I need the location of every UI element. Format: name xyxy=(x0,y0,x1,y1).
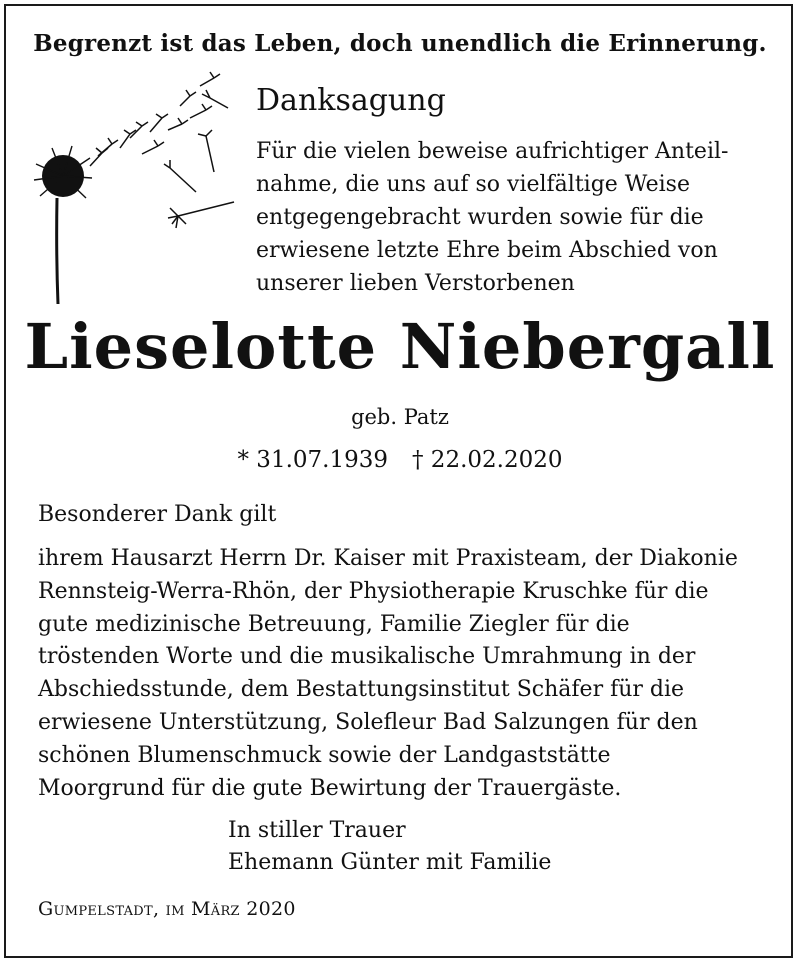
thanks-line: erwiesene Unterstützung, Solefleur Bad Salzungen für den xyxy=(38,709,698,735)
intro-line: entgegengebracht wurden sowie für die xyxy=(256,205,704,230)
mourner-names: Ehemann Günter mit Familie xyxy=(228,850,552,875)
thanks-heading: Besonderer Dank gilt xyxy=(38,502,277,527)
thanks-line: Abschiedsstunde, dem Bestattungsinstitut Schäfer für die xyxy=(38,677,685,703)
thanks-line: ihrem Hausarzt Herrn Dr. Kaiser mit Praxisteam, der Diakonie xyxy=(38,546,738,571)
birth-name: geb. Patz xyxy=(351,405,449,429)
place-date: Gumpelstadt, im März 2020 xyxy=(38,898,296,920)
thanks-body xyxy=(38,543,788,805)
thanks-line: gute medizinische Betreuung, Familie Ziegler für die xyxy=(38,611,630,637)
deceased-name: Lieselotte Niebergall xyxy=(24,310,776,383)
thanks-line: schönen Blumenschmuck sowie der Landgaststätte xyxy=(38,742,611,768)
death-date: † 22.02.2020 xyxy=(412,447,563,473)
thanks-line: Moorgrund für die gute Bewirtung der Trauergäste. xyxy=(38,775,622,801)
intro-line: unserer lieben Verstorbenen xyxy=(256,271,575,296)
birth-date: * 31.07.1939 xyxy=(237,447,388,473)
thanks-line: Rennsteig-Werra-Rhön, der Physiotherapie Kruschke für die xyxy=(38,578,709,604)
intro-line: nahme, die uns auf so vielfältige Weise xyxy=(256,172,690,197)
life-dates xyxy=(0,447,800,473)
dandelion-icon xyxy=(30,68,242,308)
motto: Begrenzt ist das Leben, doch unendlich die Erinnerung. xyxy=(33,30,767,57)
heading-danksagung: Danksagung xyxy=(256,83,446,118)
mourning-phrase: In stiller Trauer xyxy=(228,818,406,843)
thanks-line: tröstenden Worte und die musikalische Umrahmung in der xyxy=(38,644,696,670)
intro-line: Für die vielen beweise aufrichtiger Anteil- xyxy=(256,139,729,164)
mourners xyxy=(228,815,551,879)
intro-text xyxy=(256,135,796,300)
intro-line: erwiesene letzte Ehre beim Abschied von xyxy=(256,238,718,263)
